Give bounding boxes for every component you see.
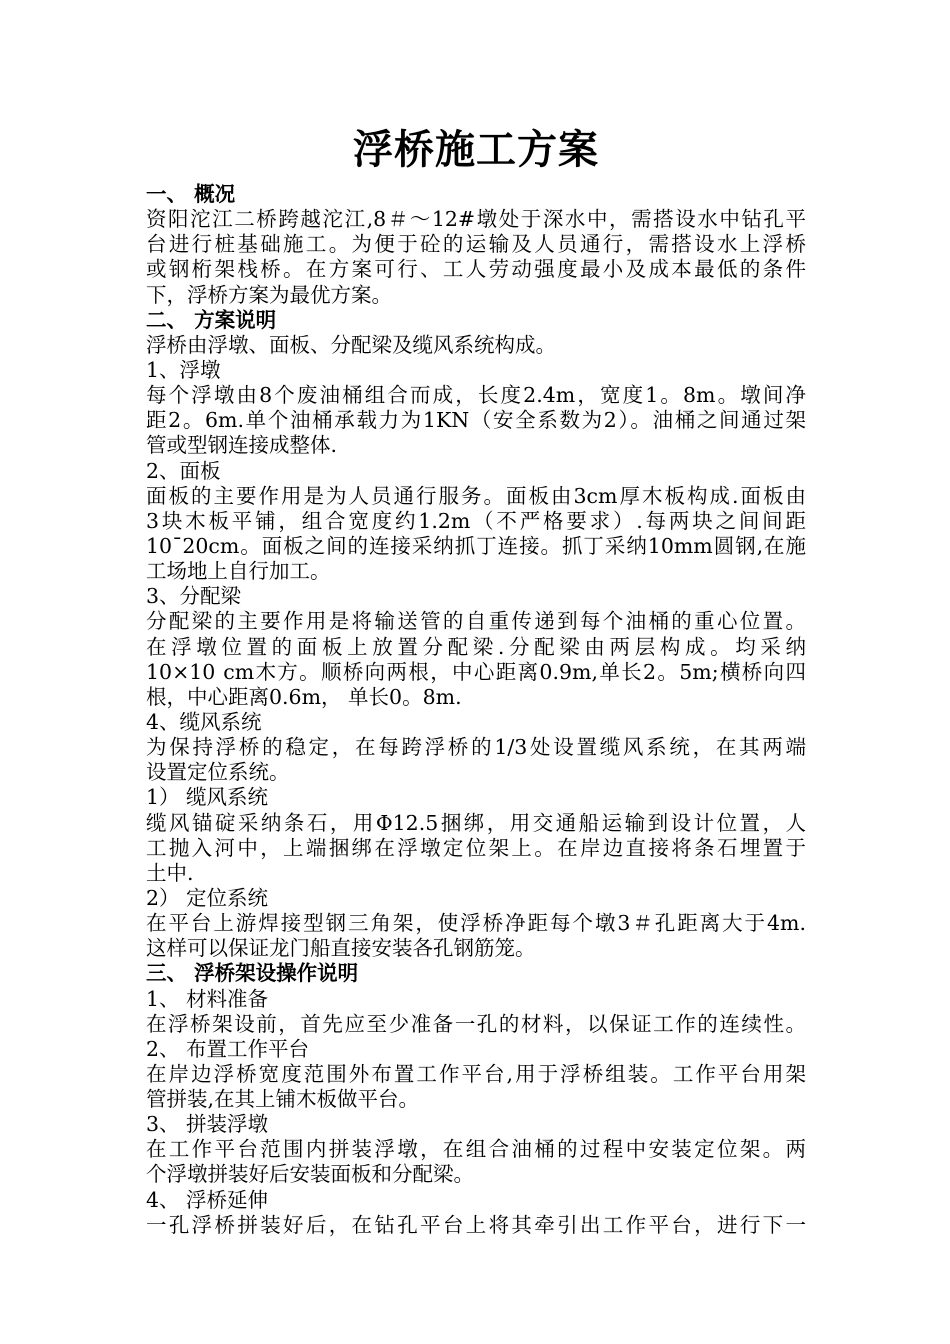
text-line: 4、 浮桥延伸 <box>146 1187 269 1212</box>
text-line: 为保持浮桥的稳定，在每跨浮桥的1/3处设置缆风系统，在其两端 <box>146 735 806 760</box>
text-line: 土中. <box>146 860 194 885</box>
text-line: 或钢桁架栈桥。在方案可行、工人劳动强度最小及成本最低的条件 <box>146 257 806 282</box>
document-title: 浮桥施工方案 <box>353 126 599 173</box>
text-line: 工抛入河中，上端捆绑在浮墩定位架上。在岸边直接将条石埋置于 <box>146 835 806 860</box>
text-line: 面板的主要作用是为人员通行服务。面板由3cm厚木板构成.面板由 <box>146 483 806 508</box>
text-line: 这样可以保证龙门船直接安装各孔钢筋笼。 <box>146 936 536 961</box>
text-line: 3块木板平铺，组合宽度约1.2m（不严格要求）.每两块之间间距 <box>146 508 806 533</box>
text-line: 10×10 cm木方。顺桥向两根，中心距离0.9m,单长2。5m;横桥向四 <box>146 659 806 684</box>
text-line: 4、缆风系统 <box>146 709 262 734</box>
text-line: 浮桥由浮墩、面板、分配梁及缆风系统构成。 <box>146 332 556 357</box>
text-line: 2） 定位系统 <box>146 885 269 910</box>
document-page <box>146 118 806 1238</box>
text-line: 缆风锚碇采纳条石，用Φ12.5捆绑，用交通船运输到设计位置，人 <box>146 810 806 835</box>
text-line: 3、 拼装浮墩 <box>146 1112 269 1137</box>
section-heading: 二、 方案说明 <box>146 307 277 332</box>
text-line: 3、分配梁 <box>146 584 242 609</box>
text-line: 在工作平台范围内拼装浮墩，在组合油桶的过程中安装定位架。两 <box>146 1137 806 1162</box>
text-line: 台进行桩基础施工。为便于砼的运输及人员通行，需搭设水上浮桥 <box>146 232 806 257</box>
text-line: 设置定位系统。 <box>146 760 290 785</box>
text-line: 在浮墩位置的面板上放置分配梁.分配梁由两层构成。均采纳 <box>146 634 806 659</box>
text-line: 在平台上游焊接型钢三角架，使浮桥净距每个墩3＃孔距离大于4m. <box>146 911 806 936</box>
text-line: 1） 缆风系统 <box>146 785 269 810</box>
text-line: 管拼装,在其上铺木板做平台。 <box>146 1087 420 1112</box>
document-body <box>146 182 806 1238</box>
text-line: 1、浮墩 <box>146 357 221 382</box>
text-line: 每个浮墩由8个废油桶组合而成，长度2.4m，宽度1。8m。墩间净 <box>146 383 806 408</box>
text-line: 在浮桥架设前，首先应至少准备一孔的材料，以保证工作的连续性。 <box>146 1011 806 1036</box>
text-line: 一孔浮桥拼装好后，在钻孔平台上将其牵引出工作平台，进行下一 <box>146 1212 806 1237</box>
text-line: 资阳沱江二桥跨越沱江,8＃～12#墩处于深水中，需搭设水中钻孔平 <box>146 207 806 232</box>
text-line: 根，中心距离0.6m， 单长0。8m. <box>146 684 462 709</box>
section-heading: 一、 概况 <box>146 182 236 206</box>
text-line: 分配梁的主要作用是将输送管的自重传递到每个油桶的重心位置。 <box>146 609 806 634</box>
text-line: 工场地上自行加工。 <box>146 559 331 584</box>
text-line: 2、 布置工作平台 <box>146 1036 310 1061</box>
text-line: 下，浮桥方案为最优方案。 <box>146 282 392 307</box>
text-line: 在岸边浮桥宽度范围外布置工作平台,用于浮桥组装。工作平台用架 <box>146 1061 806 1086</box>
text-line: 2、面板 <box>146 458 221 483</box>
text-line: 个浮墩拼装好后安装面板和分配梁。 <box>146 1162 474 1187</box>
text-line: 管或型钢连接成整体. <box>146 433 338 458</box>
text-line: 距2。6m.单个油桶承载力为1KN（安全系数为2）。油桶之间通过架 <box>146 408 806 433</box>
text-line: 1、 材料准备 <box>146 986 269 1011</box>
text-line: 10¯20cm。面板之间的连接采纳抓丁连接。抓丁采纳10mm圆钢,在施 <box>146 533 806 558</box>
section-heading: 三、 浮桥架设操作说明 <box>146 961 359 986</box>
